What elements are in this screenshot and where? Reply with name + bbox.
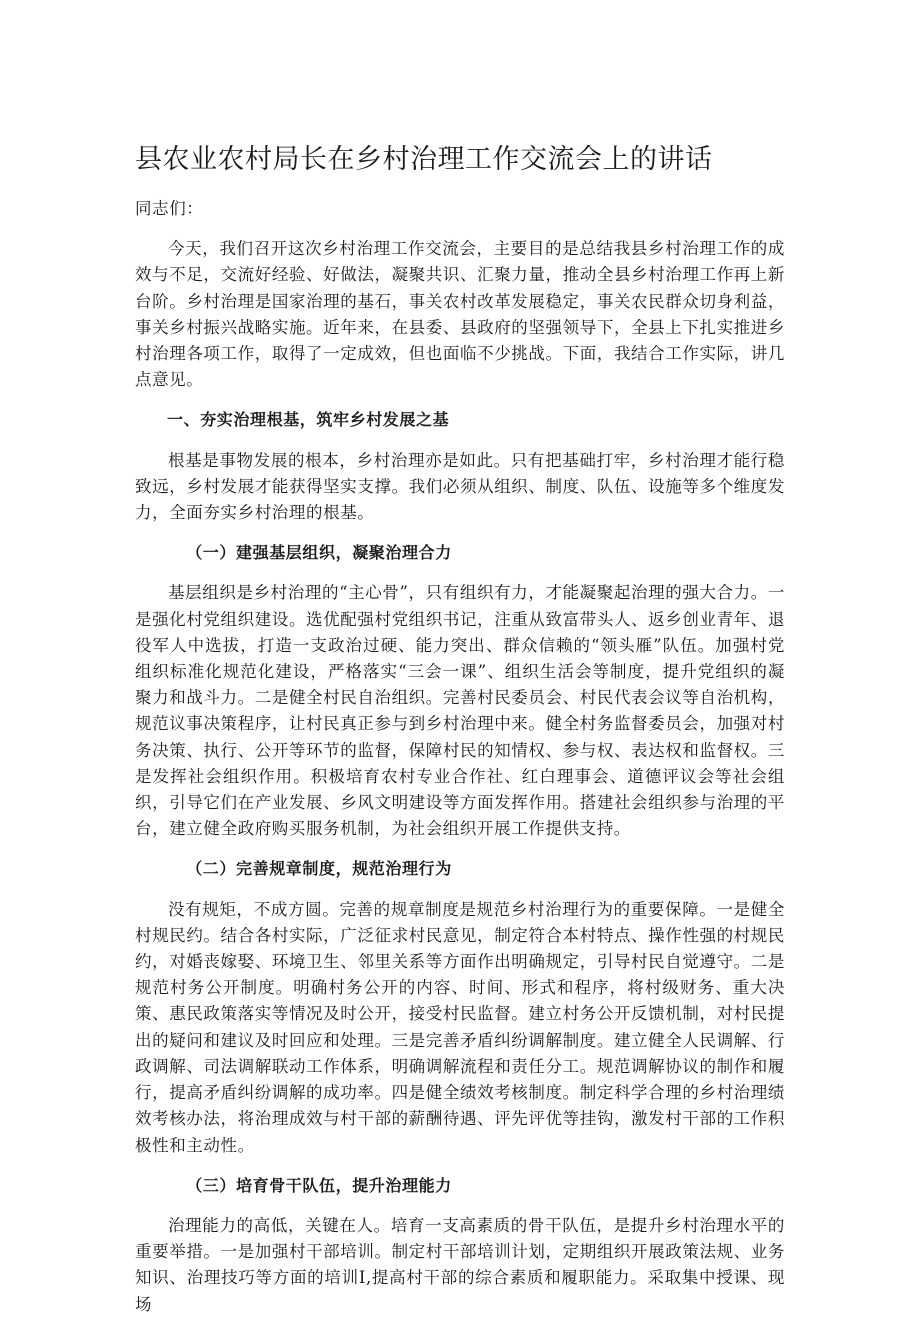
- subsection-3-text: 治理能力的高低，关键在人。培育一支高素质的骨干队伍，是提升乡村治理水平的重要举措。一是加强村干部培训。制定村干部培训计划，定期组织开展政策法规、业务知识、治理技巧等方面的培训I,提高村干部的综合素质和履职能力。采取集中授课、现场: [135, 1215, 785, 1314]
- subsection-1-text: 基层组织是乡村治理的“主心骨”，只有组织有力，才能凝聚起治理的强大合力。一是强化村党组织建设。选优配强村党组织书记，注重从致富带头人、返乡创业青年、退役军人中选拔，打造一支政治过硬、能力突出、群众信赖的“领头雁”队伍。加强村党组织标准化规范化建设，严格落实“三会一课”、组织生活会等制度，提升党组织的凝聚力和战斗力。二是健全村民自治组织。完善村民委员会、村民代表会议等自治机构，规范议事决策程序，让村民真正参与到乡村治理中来。健全村务监督委员会，加强对村务决策、执行、公开等环节的监督，保障村民的知情权、参与权、表达权和监督权。三是发挥社会组织作用。积极培育农村专业合作社、红白理事会、道德评议会等社会组织，引导它们在产业发展、乡风文明建设等方面发挥作用。搭建社会组织参与治理的平台，建立健全政府购买服务机制，为社会组织开展工作提供支持。: [135, 583, 785, 839]
- subsection-heading-3: （三）培育骨干队伍，提升治理能力: [186, 1175, 452, 1195]
- document-body: [135, 196, 785, 1332]
- section-heading-1: 一、夯实治理根基，筑牢乡村发展之基: [167, 410, 450, 430]
- intro-paragraph: 今天，我们召开这次乡村治理工作交流会，主要目的是总结我县乡村治理工作的成效与不足，交流好经验、好做法，凝聚共识、汇聚力量，推动全县乡村治理工作再上新台阶。乡村治理是国家治理的基石，事关农村改革发展稳定，事关农民群众切身利益，事关乡村振兴战略实施。近年来，在县委、县政府的坚强领导下，全县上下扎实推进乡村治理各项工作，取得了一定成效，但也面临不少挑战。下面，我结合工作实际，讲几点意见。: [135, 239, 785, 390]
- subsection-2-text: 没有规矩，不成方圆。完善的规章制度是规范乡村治理行为的重要保障。一是健全村规民约。结合各村实际，广泛征求村民意见，制定符合本村特点、操作性强的村规民约，对婚丧嫁娶、环境卫生、邻里关系等方面作出明确规定，引导村民自觉遵守。二是规范村务公开制度。明确村务公开的内容、时间、形式和程序，将村级财务、重大决策、惠民政策落实等情况及时公开，接受村民监督。建立村务公开反馈机制，对村民提出的疑问和建议及时回应和处理。三是完善矛盾纠纷调解制度。建立健全人民调解、行政调解、司法调解联动工作体系，明确调解流程和责任分工。规范调解协议的制作和履行，提高矛盾纠纷调解的成功率。四是健全绩效考核制度。制定科学合理的乡村治理绩效考核办法，将治理成效与村干部的薪酬待遇、评先评优等挂钩，激发村干部的工作积极性和主动性。: [135, 899, 785, 1155]
- subsection-heading-2: （二）完善规章制度，规范治理行为: [186, 859, 452, 879]
- salutation: 同志们：: [135, 199, 204, 218]
- page-title: 县农业农村局长在乡村治理工作交流会上的讲话: [135, 144, 713, 175]
- subsection-heading-1: （一）建强基层组织，凝聚治理合力: [186, 543, 452, 563]
- section-1-intro: 根基是事物发展的根本，乡村治理亦是如此。只有把基础打牢，乡村治理才能行稳致远，乡村发展才能获得坚实支撑。我们必须从组织、制度、队伍、设施等多个维度发力，全面夯实乡村治理的根基。: [135, 450, 785, 523]
